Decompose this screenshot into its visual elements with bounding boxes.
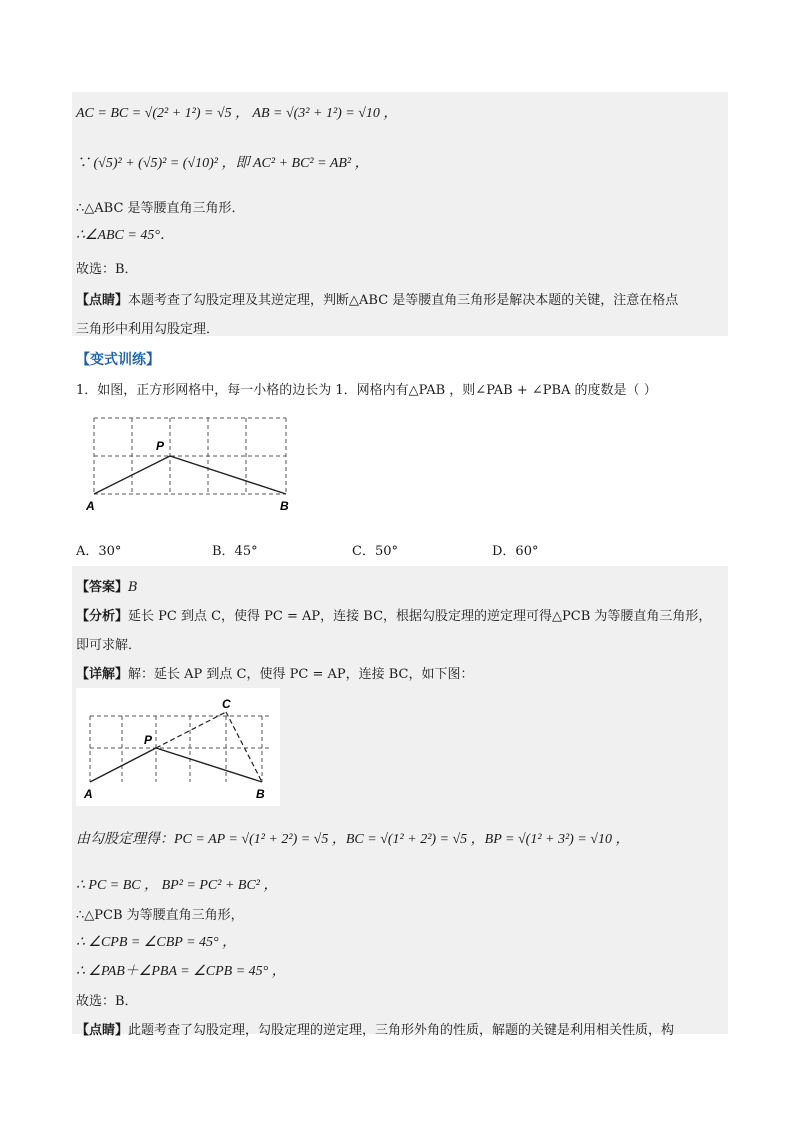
point-b-label: B [280,499,289,513]
remark-tag: 【点睛】 [76,293,129,308]
point-a2-label: A [84,787,93,801]
point-p2-label: P [144,733,153,747]
option-a: A．30° [76,544,122,559]
point-c-label: C [222,697,231,711]
answer-value: B [128,580,138,595]
analysis-line-2: 即可求解． [76,638,142,653]
analysis-text: 延长 PC 到点 C，使得 PC = AP，连接 BC，根据勾股定理的逆定理可得△PCB 为等腰直角三角形， [128,609,712,624]
solution-line-3: ∴△PCB 为等腰直角三角形， [76,908,244,923]
point-p-label: P [156,439,165,453]
equation-pythagoras-check: ∵ (√5)² + (√5)² = (√10)² ，即 AC² + BC² = AB² ， [76,156,369,171]
conclusion-isosceles-right: ∴△ABC 是等腰直角三角形． [76,201,245,216]
analysis-line-1 [76,605,711,624]
option-d: D．60° [492,544,539,559]
solution-line-1: 由勾股定理得：PC = AP = √(1² + 2²) = √5 ，BC = √(1² + 2²) = √5 ，BP = √(1² + 3²) = √10 ， [76,832,630,847]
answer-tag: 【答案】 [76,580,129,595]
detail-text: 解：延长 AP 到点 C，使得 PC = AP，连接 BC，如下图： [128,667,474,682]
answer-line [76,576,138,595]
solution-choice: 故选：B． [76,994,138,1009]
section-heading: 【变式训练】 [76,352,160,368]
question-text: 1．如图，正方形网格中，每一小格的边长为 1．网格内有△PAB ，则∠PAB + ∠PBA 的度数是（ ） [76,383,657,398]
solution-line-5: ∴ ∠PAB＋∠PBA = ∠CPB = 45° ， [76,964,286,979]
remark-line-3 [76,1019,674,1038]
remark-tag-2: 【点睛】 [76,1023,129,1038]
figure-2-grid [80,688,280,806]
choice-text-1: 故选：B． [76,262,138,277]
solution-line-2: ∴ PC = BC ， BP² = PC² + BC² ， [76,878,278,893]
solution-line-4: ∴ ∠CPB = ∠CBP = 45° ， [76,935,237,950]
option-b: B．45° [212,544,258,559]
detail-line [76,663,474,682]
point-a-label: A [86,499,95,513]
conclusion-angle-abc: ∴∠ABC = 45°． [76,228,174,243]
remark-line-1 [76,289,678,308]
equation-ac-bc-ab: AC = BC = √(2² + 1²) = √5 ， AB = √(3² + 1²) = √10 ， [76,106,398,121]
remark-line-2: 三角形中利用勾股定理． [76,322,220,337]
remark-text-2: 此题考查了勾股定理，勾股定理的逆定理，三角形外角的性质，解题的关键是利用相关性质，构 [128,1023,675,1038]
detail-tag: 【详解】 [76,667,129,682]
figure-1-grid [86,410,306,520]
analysis-tag: 【分析】 [76,609,129,624]
remark-text: 本题考查了勾股定理及其逆定理，判断△ABC 是等腰直角三角形是解决本题的关键，注意在格点 [128,293,679,308]
option-c: C．50° [352,544,398,559]
point-b2-label: B [256,787,265,801]
